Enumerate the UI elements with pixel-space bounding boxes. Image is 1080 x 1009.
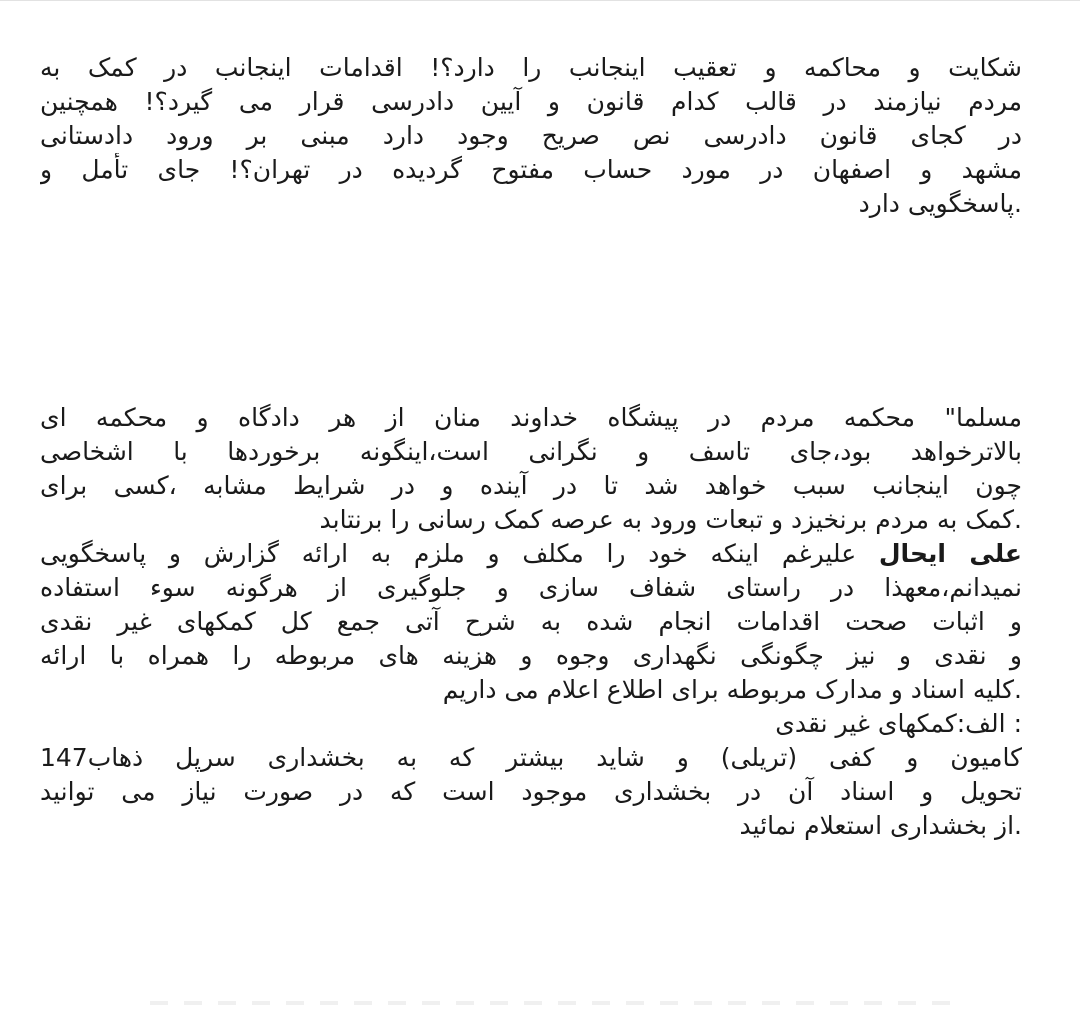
paragraph-2-line-7: و اثبات صحت اقدامات انجام شده به شرح آتی جمع کل کمکهای غیر نقدی	[40, 607, 1022, 636]
paragraph-1	[40, 51, 1022, 221]
paragraph-2-line-11: کامیون و کفی (تریلی) و شاید بیشتر که به بخشداری سرپل ذهاب147	[40, 743, 1022, 772]
paragraph-1-line-4: مشهد و اصفهان در مورد حساب مفتوح گردیده در تهران؟! جای تأمل و	[40, 155, 1022, 184]
cut-off-next-line	[150, 1001, 960, 1005]
paragraph-2-line-8: و نقدی و نیز چگونگی نگهداری وجوه و هزینه های مربوطه را همراه با ارائه	[40, 641, 1022, 670]
paragraph-1-line-2: مردم نیازمند در قالب کدام قانون و آیین دادرسی قرار می گیرد؟! همچنین	[40, 87, 1022, 116]
paragraph-2-line-5	[40, 537, 1022, 571]
paragraph-2-line-3: چون اینجانب سبب خواهد شد تا در آینده و در شرایط مشابه ،کسی برای	[40, 471, 1022, 500]
paragraph-2-line-9: .کلیه اسناد و مدارک مربوطه برای اطلاع اعلام می داریم	[442, 675, 1022, 704]
paragraph-2-line-5-rest: علیرغم اینکه خود را مکلف و ملزم به ارائه گزارش و پاسخگویی	[40, 539, 879, 568]
paragraph-2-line-4: .کمک به مردم برنخیزد و تبعات ورود به عرصه کمک رسانی را برنتابد	[319, 505, 1022, 534]
paragraph-2-line-1: مسلما" محکمه مردم در پیشگاه خداوند منان از هر دادگاه و محکمه ای	[40, 403, 1022, 432]
paragraph-2	[40, 401, 1022, 843]
bold-name: علی ایحال	[878, 539, 1022, 568]
paragraph-1-line-1: شکایت و محاکمه و تعقیب اینجانب را دارد؟! اقدامات اینجانب در کمک به	[40, 53, 1022, 82]
section-heading-non-cash-aid: : الف:کمکهای غیر نقدی	[775, 709, 1022, 738]
paragraph-1-line-3: در کجای قانون دادرسی نص صریح وجود دارد مبنی بر ورود دادستانی	[40, 121, 1022, 150]
paragraph-2-line-13: .از بخشداری استعلام نمائید	[739, 811, 1022, 840]
paragraph-2-line-12: تحویل و اسناد آن در بخشداری موجود است که در صورت نیاز می توانید	[40, 777, 1022, 806]
paragraph-2-line-6: نمیدانم،معهذا در راستای شفاف سازی و جلوگیری از هرگونه سوء استفاده	[40, 573, 1022, 602]
paragraph-2-line-2: بالاترخواهد بود،جای تاسف و نگرانی است،اینگونه برخوردها با اشخاصی	[40, 437, 1022, 466]
paragraph-1-line-5: .پاسخگویی دارد	[858, 189, 1022, 218]
